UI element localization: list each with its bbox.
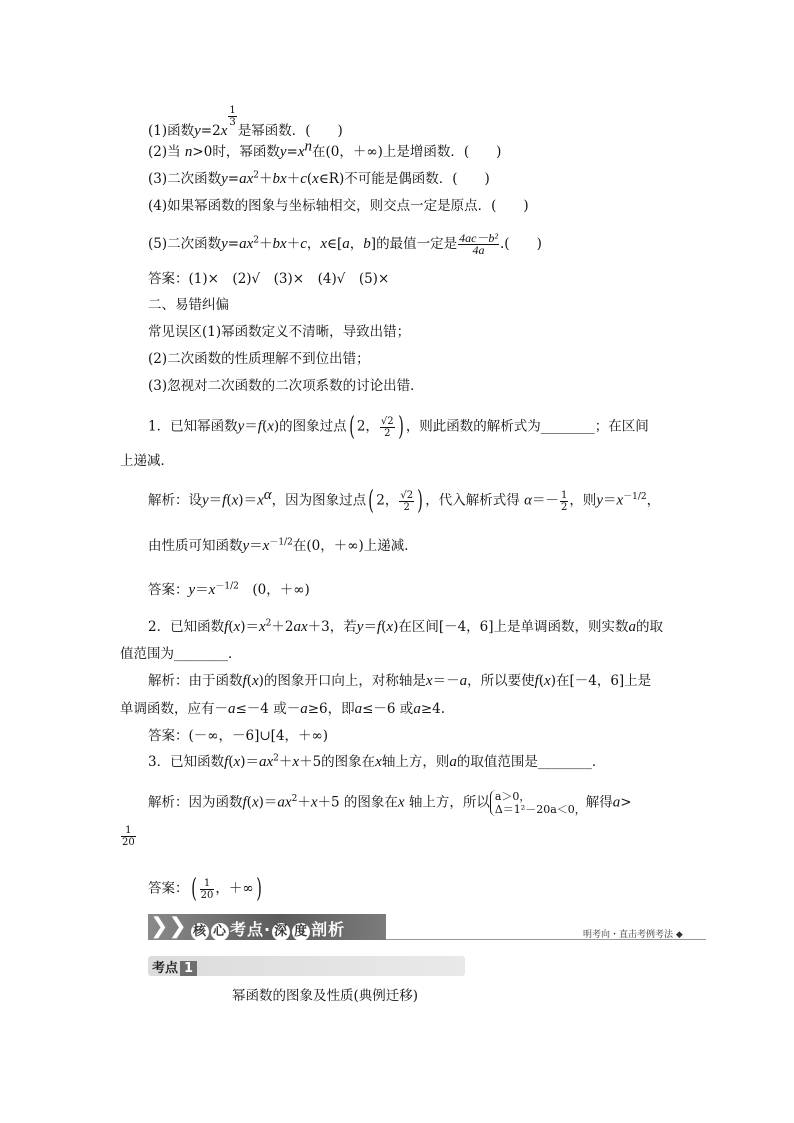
text: ，因为图象过点 xyxy=(271,492,367,509)
text: ≥6，即 xyxy=(307,701,355,717)
point-fraction xyxy=(399,490,414,513)
text: ＋ xyxy=(259,236,273,252)
banner-title xyxy=(190,917,345,941)
text: = xyxy=(227,171,240,187)
text: ， xyxy=(646,492,661,509)
var: bx xyxy=(272,171,287,187)
den: 2 xyxy=(380,427,395,439)
var: y xyxy=(221,171,228,187)
var: a xyxy=(612,794,621,811)
text: ]的最值一定是 xyxy=(370,236,458,252)
badge-char: 深 xyxy=(274,924,289,939)
var: y xyxy=(242,538,250,554)
var: n xyxy=(184,144,193,160)
text: 由性质可知函数 xyxy=(148,538,243,554)
sys-line: a＞0， xyxy=(494,790,531,803)
exponent-fraction xyxy=(228,105,236,128)
text: ( xyxy=(246,794,252,811)
text: ≤－6 或 xyxy=(362,701,414,717)
den: 4a xyxy=(458,244,499,256)
text: ≥4. xyxy=(420,701,446,717)
text: 解析：设 xyxy=(148,492,202,509)
text: 1．已知幂函数 xyxy=(148,418,238,435)
common-mistake-1: 常见误区(1)幂函数定义不清晰，导致出错； xyxy=(148,324,411,340)
var: ax xyxy=(293,619,308,635)
var: c xyxy=(300,171,307,187)
var: a xyxy=(300,701,308,717)
var: x xyxy=(386,619,394,635)
text: =2 xyxy=(200,123,221,139)
var: x xyxy=(320,236,328,252)
text: ＋5 的图象在 xyxy=(317,794,398,811)
var: x xyxy=(425,673,433,689)
den: 3 xyxy=(229,117,236,128)
num: 4ac－b² xyxy=(459,231,499,245)
var: f xyxy=(534,673,539,689)
text: ＋2 xyxy=(271,619,294,635)
var: ax xyxy=(239,236,254,252)
solution-2-line2 xyxy=(120,700,445,718)
den: 2 xyxy=(560,501,568,513)
text: = xyxy=(286,144,298,160)
text: )＝ xyxy=(240,754,259,770)
text: )＝ xyxy=(240,619,259,635)
inequality-system xyxy=(490,790,586,816)
var: a xyxy=(413,701,421,717)
var: x xyxy=(375,754,382,770)
text: 轴上方，所以 xyxy=(404,794,490,811)
var: y xyxy=(356,619,364,635)
exponent: －1/2 xyxy=(623,492,647,502)
answer-q2: 答案：(－∞，－6]∪[4，＋∞) xyxy=(148,728,329,744)
question-1 xyxy=(148,414,649,440)
answer-q1 xyxy=(148,581,310,599)
judge-item-1 xyxy=(148,105,343,140)
right-paren: ) xyxy=(255,874,262,904)
var: f xyxy=(222,492,227,509)
badge-char: 心 xyxy=(212,924,227,939)
var: x xyxy=(312,171,319,187)
banner-text: 剖析 xyxy=(311,920,346,939)
banner-dot: · xyxy=(264,920,272,939)
var: f xyxy=(242,673,247,689)
question-1-line2: 上递减． xyxy=(120,453,174,469)
text: ＝－ xyxy=(531,492,559,509)
text: ＋ xyxy=(259,171,273,187)
text: 3．已知函数 xyxy=(148,754,225,770)
var: f xyxy=(376,619,382,635)
num: 1 xyxy=(229,105,236,116)
answer-q3 xyxy=(148,876,264,902)
var: a xyxy=(459,673,468,689)
text: ，则 xyxy=(569,492,597,509)
text: ，则此函数的解析式为________；在区间 xyxy=(405,418,649,435)
left-paren: ( xyxy=(348,412,355,442)
text: ， xyxy=(306,236,321,252)
var: x xyxy=(397,794,405,811)
text: ，＋∞ xyxy=(215,880,254,897)
text: ＋ xyxy=(297,794,311,811)
badge-char: 核 xyxy=(192,924,207,939)
var: y xyxy=(279,144,287,160)
text: >0时，幂函数 xyxy=(192,144,280,160)
var: a xyxy=(628,619,637,635)
var: c xyxy=(300,236,307,252)
text: 2， xyxy=(356,418,379,435)
text: 2．已知函数 xyxy=(148,619,225,635)
chevron-icon: ❯❯ xyxy=(150,914,187,939)
var: x xyxy=(233,754,241,770)
exponent: α xyxy=(263,487,272,503)
num: 1 xyxy=(203,877,211,889)
text: )在区间[－4，6]上是单调函数，则实数 xyxy=(393,619,629,635)
banner-subtitle xyxy=(583,927,683,940)
banner-subtitle-text: 明考向・直击考例考法 xyxy=(583,930,674,940)
num: 1 xyxy=(125,825,132,836)
left-paren: ( xyxy=(190,874,197,904)
common-mistake-3: (3)忽视对二次函数的二次项系数的讨论出错． xyxy=(148,378,424,394)
banner-text: 考点 xyxy=(230,920,265,939)
text: 轴上方，则 xyxy=(381,754,450,770)
text: 是幂函数．( ) xyxy=(237,123,343,139)
text: 的取值范围是________． xyxy=(456,754,606,770)
text: ＋ xyxy=(286,236,301,252)
var: x xyxy=(259,619,266,635)
text: ( xyxy=(228,754,234,770)
diamond-icon: ◆ xyxy=(675,930,683,940)
var: x xyxy=(251,673,259,689)
text: )＝ xyxy=(258,794,278,811)
kaodian-label xyxy=(152,957,197,976)
question-2 xyxy=(148,618,663,636)
solution-3-line2 xyxy=(120,825,137,848)
num: √2 xyxy=(400,489,414,501)
result-fraction xyxy=(121,825,136,848)
var: f xyxy=(257,418,262,435)
text: ，代入解析式得 xyxy=(425,492,525,509)
var: y xyxy=(202,492,209,509)
text: ( xyxy=(228,619,234,635)
var: x xyxy=(251,794,259,811)
text: ＋ xyxy=(286,171,301,187)
text: ＋3，若 xyxy=(307,619,357,635)
point-fraction xyxy=(380,416,395,439)
text: ＋ xyxy=(278,754,293,770)
text: = xyxy=(227,236,240,252)
text: ( xyxy=(261,418,268,435)
var: x xyxy=(616,492,624,509)
exponent: 2 xyxy=(291,794,298,804)
var: f xyxy=(224,754,229,770)
text: (0，＋∞) xyxy=(238,582,310,598)
var: y xyxy=(194,123,201,139)
den: 2 xyxy=(399,501,414,513)
kaodian-text: 考点 xyxy=(152,961,179,976)
text: ( xyxy=(538,673,545,689)
var: x xyxy=(233,619,241,635)
judge-item-3 xyxy=(148,170,490,188)
var: y xyxy=(221,236,228,252)
text: ( xyxy=(226,492,232,509)
var: bx xyxy=(272,236,287,252)
var: ax xyxy=(239,171,254,187)
var: x xyxy=(292,754,300,770)
var: y xyxy=(596,492,603,509)
var: f xyxy=(224,619,229,635)
exponent: 2 xyxy=(273,753,279,764)
text: 解得 xyxy=(585,794,613,811)
var: a xyxy=(449,754,457,770)
answer-fraction xyxy=(200,878,215,901)
kaodian-number: 1 xyxy=(180,961,197,976)
question-2-line2: 值范围为________． xyxy=(120,646,242,662)
text: )的图象过点 xyxy=(273,418,347,435)
text: ( xyxy=(246,673,252,689)
left-paren: ( xyxy=(368,486,374,516)
judge-item-5 xyxy=(148,233,542,256)
section-heading: 二、易错纠偏 xyxy=(148,297,229,313)
text: ≤－4 或－ xyxy=(235,701,301,717)
solution-1 xyxy=(148,488,660,514)
var: x xyxy=(267,418,274,435)
text: ＝－ xyxy=(432,673,460,689)
text: 2， xyxy=(376,492,399,509)
text: 在(0，＋∞)上递减． xyxy=(292,538,418,554)
text: 解析：因为函数 xyxy=(148,794,243,811)
text: (5)二次函数 xyxy=(148,236,222,252)
text: ∈R)不可能是偶函数．( ) xyxy=(318,171,490,187)
text: )的图象开口向上，对称轴是 xyxy=(258,673,426,689)
var: x xyxy=(262,538,270,554)
var: ax xyxy=(277,794,292,811)
solution-2 xyxy=(148,672,651,690)
text: (3)二次函数 xyxy=(148,171,222,187)
exponent: n xyxy=(304,138,312,155)
judge-item-2 xyxy=(148,138,502,161)
exponent: 2 xyxy=(253,235,260,246)
text: 答案： xyxy=(148,880,189,897)
text: ＝ xyxy=(249,538,263,554)
solution-3 xyxy=(148,790,632,816)
kaodian-title: 幂函数的图象及性质(典例迁移) xyxy=(232,988,419,1004)
den: 20 xyxy=(200,889,214,901)
text: (1)函数 xyxy=(148,123,195,139)
var: f xyxy=(242,794,247,811)
text: 解析：由于函数 xyxy=(148,673,243,689)
text: ＝ xyxy=(363,619,377,635)
text: 单调函数，应有－ xyxy=(120,701,228,717)
text: .( ) xyxy=(500,236,542,252)
den: 20 xyxy=(122,837,135,848)
text: 答案： xyxy=(148,582,189,598)
var: ax xyxy=(259,754,274,770)
text: (2)当 xyxy=(148,144,185,160)
var: b xyxy=(363,236,371,252)
text: 在(0，＋∞)上是增函数．( ) xyxy=(311,144,502,160)
var: a xyxy=(354,701,363,717)
common-mistake-2: (2)二次函数的性质理解不到位出错； xyxy=(148,351,370,367)
text: ∈[ xyxy=(327,236,343,252)
var: α xyxy=(524,492,532,509)
text: ( xyxy=(381,619,387,635)
var: a xyxy=(228,701,236,717)
extremum-fraction xyxy=(458,233,499,256)
right-paren: ) xyxy=(397,412,404,442)
text: 的取 xyxy=(636,619,664,635)
text: ( xyxy=(306,171,313,187)
answer-1: 答案：(1)× (2)√ (3)× (4)√ (5)× xyxy=(148,271,390,287)
text: ＝ xyxy=(195,582,209,598)
exponent: 2 xyxy=(265,618,272,629)
var: x xyxy=(544,673,551,689)
text: )＝ xyxy=(238,492,258,509)
question-3 xyxy=(148,753,605,771)
var: y xyxy=(188,582,196,598)
num: 1 xyxy=(560,489,568,501)
text: ＝ xyxy=(208,492,223,509)
var: x xyxy=(220,123,228,139)
exponent: －1/2 xyxy=(269,537,293,548)
var: y xyxy=(237,418,245,435)
text: ，所以要使 xyxy=(467,673,535,689)
solution-1-line2 xyxy=(148,537,418,555)
text: ， xyxy=(349,236,364,252)
text: ＝ xyxy=(602,492,617,509)
var: x xyxy=(257,492,264,509)
right-paren: ) xyxy=(417,486,423,516)
alpha-fraction xyxy=(560,490,568,513)
var: x xyxy=(231,492,239,509)
text: ＋5的图象在 xyxy=(299,754,376,770)
judge-item-4: (4)如果幂函数的图象与坐标轴相交，则交点一定是原点．( ) xyxy=(148,198,529,214)
text: ＝ xyxy=(244,418,258,435)
text: > xyxy=(620,794,632,811)
exponent: 2 xyxy=(253,170,260,181)
var: x xyxy=(297,144,305,160)
var: a xyxy=(342,236,350,252)
sys-line: Δ＝1²－20a＜0， xyxy=(494,803,586,816)
text: )在[－4，6]上是 xyxy=(550,673,652,689)
exponent: －1/2 xyxy=(215,581,239,592)
badge-char: 度 xyxy=(294,924,309,939)
var: x xyxy=(208,582,216,598)
var: x xyxy=(310,794,318,811)
num: √2 xyxy=(380,415,394,427)
